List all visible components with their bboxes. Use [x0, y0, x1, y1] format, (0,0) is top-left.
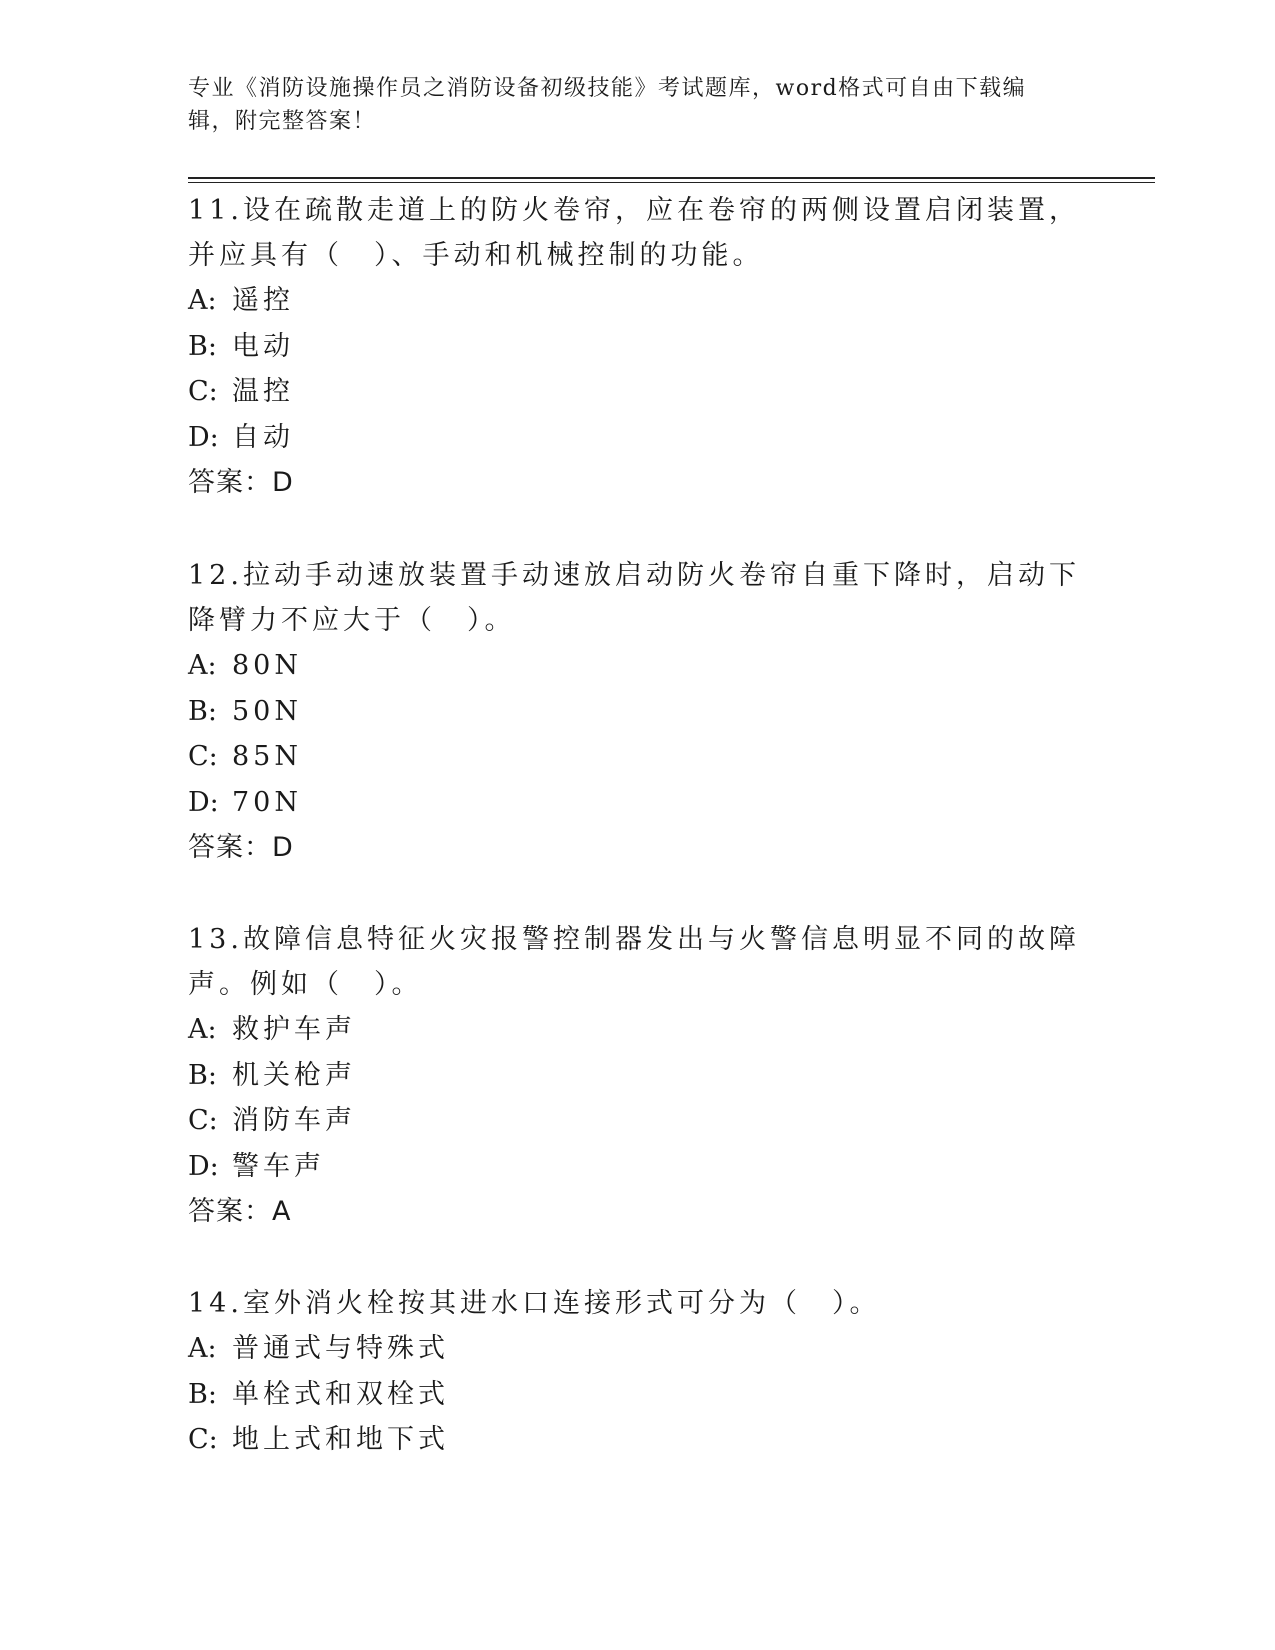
option-text: 消防车声: [232, 1105, 356, 1136]
option-b: [188, 1372, 1088, 1418]
option-c: [188, 1098, 1088, 1144]
option-label: C:: [188, 1424, 218, 1455]
option-label: C:: [188, 1105, 218, 1136]
option-text: 自动: [232, 421, 294, 453]
question-stem: 13.故障信息特征火灾报警控制器发出与火警信息明显不同的故障声。例如（ ）。: [188, 924, 1080, 1000]
option-d: [188, 415, 1088, 461]
answer: 答案：D: [188, 832, 294, 863]
option-c: [188, 1417, 1088, 1463]
question-stem: 14.室外消火栓按其进水口连接形式可分为（ ）。: [188, 1288, 881, 1319]
option-text: 85N: [232, 741, 302, 772]
option-b: [188, 1053, 1088, 1099]
option-text: 50N: [232, 695, 302, 727]
option-label: B:: [188, 1378, 217, 1410]
option-text: 单栓式和双栓式: [232, 1378, 449, 1410]
option-b: [188, 689, 1088, 735]
option-d: [188, 1144, 1088, 1190]
option-text: 遥控: [232, 285, 294, 316]
option-label: D:: [188, 1150, 219, 1182]
option-a: [188, 1007, 1088, 1053]
header-divider-top: [188, 177, 1155, 179]
document-header: 专业《消防设施操作员之消防设备初级技能》考试题库，word格式可自由下载编辑，附完整答案！: [188, 76, 1027, 134]
option-b: [188, 324, 1088, 370]
question-stem: 11.设在疏散走道上的防火卷帘，应在卷帘的两侧设置启闭装置，并应具有（ ）、手动和机械控制的功能。: [188, 195, 1080, 271]
option-label: B:: [188, 330, 217, 362]
option-label: D:: [188, 421, 219, 453]
question-12: [188, 553, 1088, 870]
question-stem: 12.拉动手动速放装置手动速放启动防火卷帘自重下降时，启动下降臂力不应大于（ ）。: [188, 560, 1080, 636]
option-text: 救护车声: [232, 1014, 356, 1045]
option-label: B:: [188, 1059, 217, 1091]
option-label: B:: [188, 695, 217, 727]
option-text: 温控: [232, 376, 294, 407]
option-label: A:: [188, 1333, 217, 1364]
option-a: [188, 1326, 1088, 1372]
option-label: A:: [188, 1014, 217, 1045]
question-13: [188, 917, 1088, 1234]
option-a: [188, 278, 1088, 324]
question-14: [188, 1281, 1088, 1463]
answer: 答案：D: [188, 467, 294, 498]
option-text: 普通式与特殊式: [232, 1333, 449, 1364]
option-label: C:: [188, 376, 218, 407]
option-text: 警车声: [232, 1150, 325, 1182]
option-label: D:: [188, 786, 219, 818]
option-text: 地上式和地下式: [232, 1424, 449, 1455]
option-c: [188, 734, 1088, 780]
option-d: [188, 780, 1088, 826]
option-label: A:: [188, 650, 217, 681]
option-text: 80N: [232, 650, 302, 681]
question-11: [188, 188, 1088, 505]
option-text: 机关枪声: [232, 1059, 356, 1091]
option-text: 70N: [232, 786, 302, 818]
header-divider-bottom: [188, 182, 1155, 183]
option-text: 电动: [232, 330, 294, 362]
answer: 答案：A: [188, 1196, 292, 1227]
option-a: [188, 643, 1088, 689]
option-label: C:: [188, 741, 218, 772]
option-label: A:: [188, 285, 217, 316]
option-c: [188, 369, 1088, 415]
